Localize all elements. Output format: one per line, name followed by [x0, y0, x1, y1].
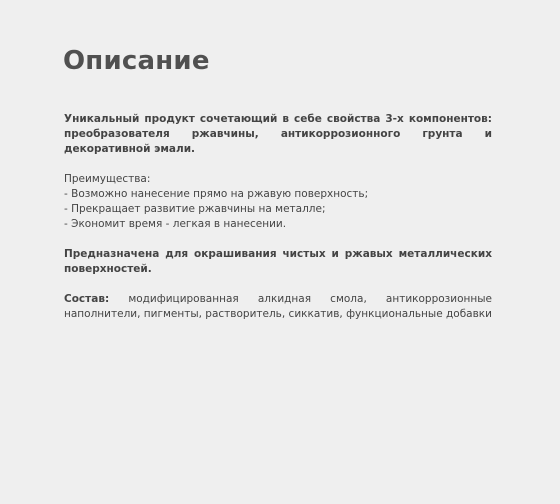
intro-paragraph: Уникальный продукт сочетающий в себе свойства 3-х компонентов: преобразователя ржавчины, антикоррозионного грунта и декоративной эмали. — [64, 113, 492, 155]
advantage-item: - Возможно нанесение прямо на ржавую поверхность; — [64, 188, 369, 200]
page-title: Описание — [63, 46, 210, 76]
description-content — [64, 112, 492, 337]
advantages-title: Преимущества: — [64, 173, 151, 185]
advantage-item: - Экономит время - легкая в нанесении. — [64, 218, 287, 230]
composition-text: модифицированная алкидная смола, антикоррозионные наполнители, пигменты, растворитель, сиккатив, функциональные добавки — [64, 293, 492, 320]
advantages-section — [64, 172, 492, 232]
purpose-paragraph: Предназначена для окрашивания чистых и ржавых металлических поверхностей. — [64, 248, 492, 275]
composition-paragraph — [64, 292, 492, 322]
advantage-item: - Прекращает развитие ржавчины на металле; — [64, 203, 326, 215]
composition-label: Состав: — [64, 293, 110, 305]
